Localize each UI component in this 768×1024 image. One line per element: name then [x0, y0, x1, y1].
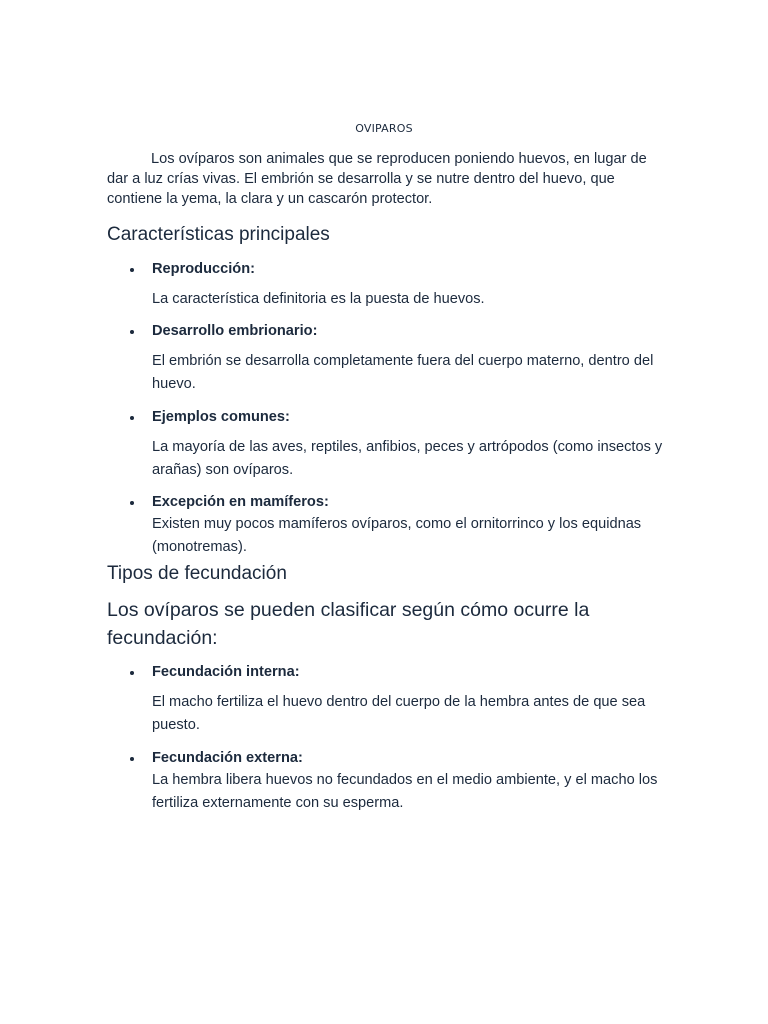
bullet-title-ejemplos: Ejemplos comunes:: [152, 409, 290, 425]
section-subheading-clasificacion: Los ovíparos se pueden clasificar según cómo ocurre la fecundación:: [107, 599, 590, 649]
section-heading-caracteristicas: Características principales: [107, 224, 330, 245]
bullet-text-ejemplos: La mayoría de las aves, reptiles, anfibios, peces y artrópodos (como insectos y arañas) son ovíparos.: [152, 439, 663, 478]
bullet-title-excepcion: Excepción en mamíferos:: [152, 494, 329, 510]
section-heading-tipos: Tipos de fecundación: [107, 563, 287, 584]
bullet-title-desarrollo: Desarrollo embrionario:: [152, 323, 318, 339]
bullet-text-desarrollo: El embrión se desarrolla completamente fuera del cuerpo materno, dentro del huevo.: [152, 353, 654, 392]
bullet-title-reproduccion: Reproducción:: [152, 261, 255, 277]
intro-paragraph: Los ovíparos son animales que se reproducen poniendo huevos, en lugar de dar a luz crías vivas. El embrión se desarrolla y se nutre dentro del huevo, que contiene la yema, la clara y un cascarón protector.: [107, 151, 647, 207]
bullet-title-interna: Fecundación interna:: [152, 664, 300, 680]
bullet-text-reproduccion: La característica definitoria es la puesta de huevos.: [152, 291, 485, 307]
document-title: OVIPAROS: [355, 122, 413, 135]
bullet-text-externa: La hembra libera huevos no fecundados en el medio ambiente, y el macho los fertiliza externamente con su esperma.: [152, 772, 658, 811]
bullet-text-interna: El macho fertiliza el huevo dentro del cuerpo de la hembra antes de que sea puesto.: [152, 694, 646, 733]
bullet-text-excepcion: Existen muy pocos mamíferos ovíparos, como el ornitorrinco y los equidnas (monotremas).: [152, 516, 642, 555]
bullet-title-externa: Fecundación externa:: [152, 750, 303, 766]
